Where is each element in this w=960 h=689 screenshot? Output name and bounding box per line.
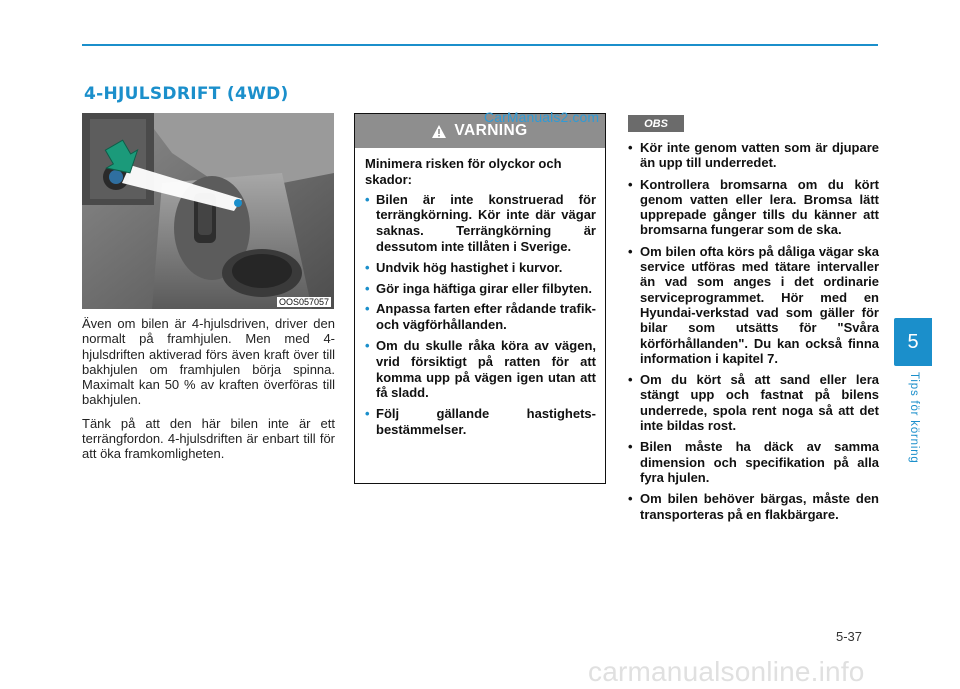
bullet-icon: • xyxy=(365,259,370,275)
obs-notes xyxy=(626,140,879,528)
bullet-icon: • xyxy=(365,191,370,207)
paragraph: Även om bilen är 4-hjulsdriven, driver den normalt på framhjulen. Men med 4-hjulsdriften aktiverad förs även kraft över till bakhjulen om framhjulen börja spinna. Maximalt kan 50 % av kraften överföras till bakhjulen. xyxy=(82,316,335,408)
obs-item: • Bilen måste ha däck av samma dimension och specifikation på alla fyra hjulen. xyxy=(628,439,879,485)
console-photo xyxy=(82,113,334,309)
bullet-icon: • xyxy=(628,176,633,192)
obs-list xyxy=(626,140,879,522)
warning-item: • Om du skulle råka köra av vägen, vrid försiktigt på ratten för att komma upp på vägen igen utan att få sladd. xyxy=(365,337,596,401)
paragraph: Tänk på att den här bilen inte är ett terrängfordon. 4-hjulsdriften är enbart till för att öka framkomligheten. xyxy=(82,415,335,462)
warning-box xyxy=(354,113,606,484)
warning-item: • Anpassa farten efter rådande trafik- och vägförhållanden. xyxy=(365,301,596,333)
bullet-icon: • xyxy=(628,439,633,455)
bullet-icon: • xyxy=(365,301,370,317)
chapter-tab: 5 xyxy=(894,318,932,366)
intro-text xyxy=(82,316,335,470)
obs-item: • Om bilen ofta körs på dåliga vägar ska service utföras med tätare intervaller än vad som anges i det ordinarie serviceprogrammet. Hör med en Hyundai-verkstad vad som gäller för bilar som utsätts för "Svåra körförhållanden". Du kan också finna information i kapitel 7. xyxy=(628,243,879,366)
obs-item: • Kontrollera bromsarna om du kört genom vatten eller lera. Bromsa lätt upprepade gånger tills du känner att bromsarna fungerar som de ska. xyxy=(628,176,879,238)
warning-triangle-icon xyxy=(432,125,446,138)
watermark-bottom: carmanualsonline.info xyxy=(588,656,865,687)
warning-title: VARNING xyxy=(454,122,528,139)
console-illustration xyxy=(82,113,334,309)
photo-code: OOS057057 xyxy=(278,297,329,307)
bullet-icon: • xyxy=(628,372,633,388)
obs-item: • Kör inte genom vatten som är djupare än upp till underredet. xyxy=(628,140,879,171)
warning-item: • Undvik hög hastighet i kurvor. xyxy=(365,259,563,275)
warning-intro: Minimera risken för olyckor och skador: xyxy=(365,156,562,187)
page-number: 5-37 xyxy=(836,629,863,644)
bullet-icon: • xyxy=(628,243,633,259)
section-title: 4-HJULSDRIFT (4WD) xyxy=(84,84,289,104)
obs-item: • Om bilen behöver bärgas, måste den transporteras på en flakbärgare. xyxy=(628,491,879,522)
bullet-icon: • xyxy=(628,491,633,507)
warning-item: • Bilen är inte konstruerad för terrängkörning. Kör inte där vägar saknas. Terrängkörning är dessutom inte tillåten i Sverige. xyxy=(365,191,596,254)
top-rule xyxy=(82,44,878,46)
chapter-label: Tips för körning xyxy=(908,372,920,464)
warning-body xyxy=(355,148,605,438)
bullet-icon: • xyxy=(365,337,370,353)
watermark-top: CarManuals2.com xyxy=(484,109,600,125)
obs-badge: OBS xyxy=(628,115,684,132)
obs-item: • Om du kört så att sand eller lera stängt upp och fastnat på bilens underrede, spola rent noga så att det inte bildas rost. xyxy=(628,372,879,434)
warning-item: • Gör inga häftiga girar eller filbyten. xyxy=(365,280,592,296)
warning-item: • Följ gällande hastighets-bestämmelser. xyxy=(365,406,596,437)
bullet-icon: • xyxy=(365,280,370,296)
bullet-icon: • xyxy=(365,406,370,422)
bullet-icon: • xyxy=(628,140,633,155)
warning-list xyxy=(365,192,596,438)
